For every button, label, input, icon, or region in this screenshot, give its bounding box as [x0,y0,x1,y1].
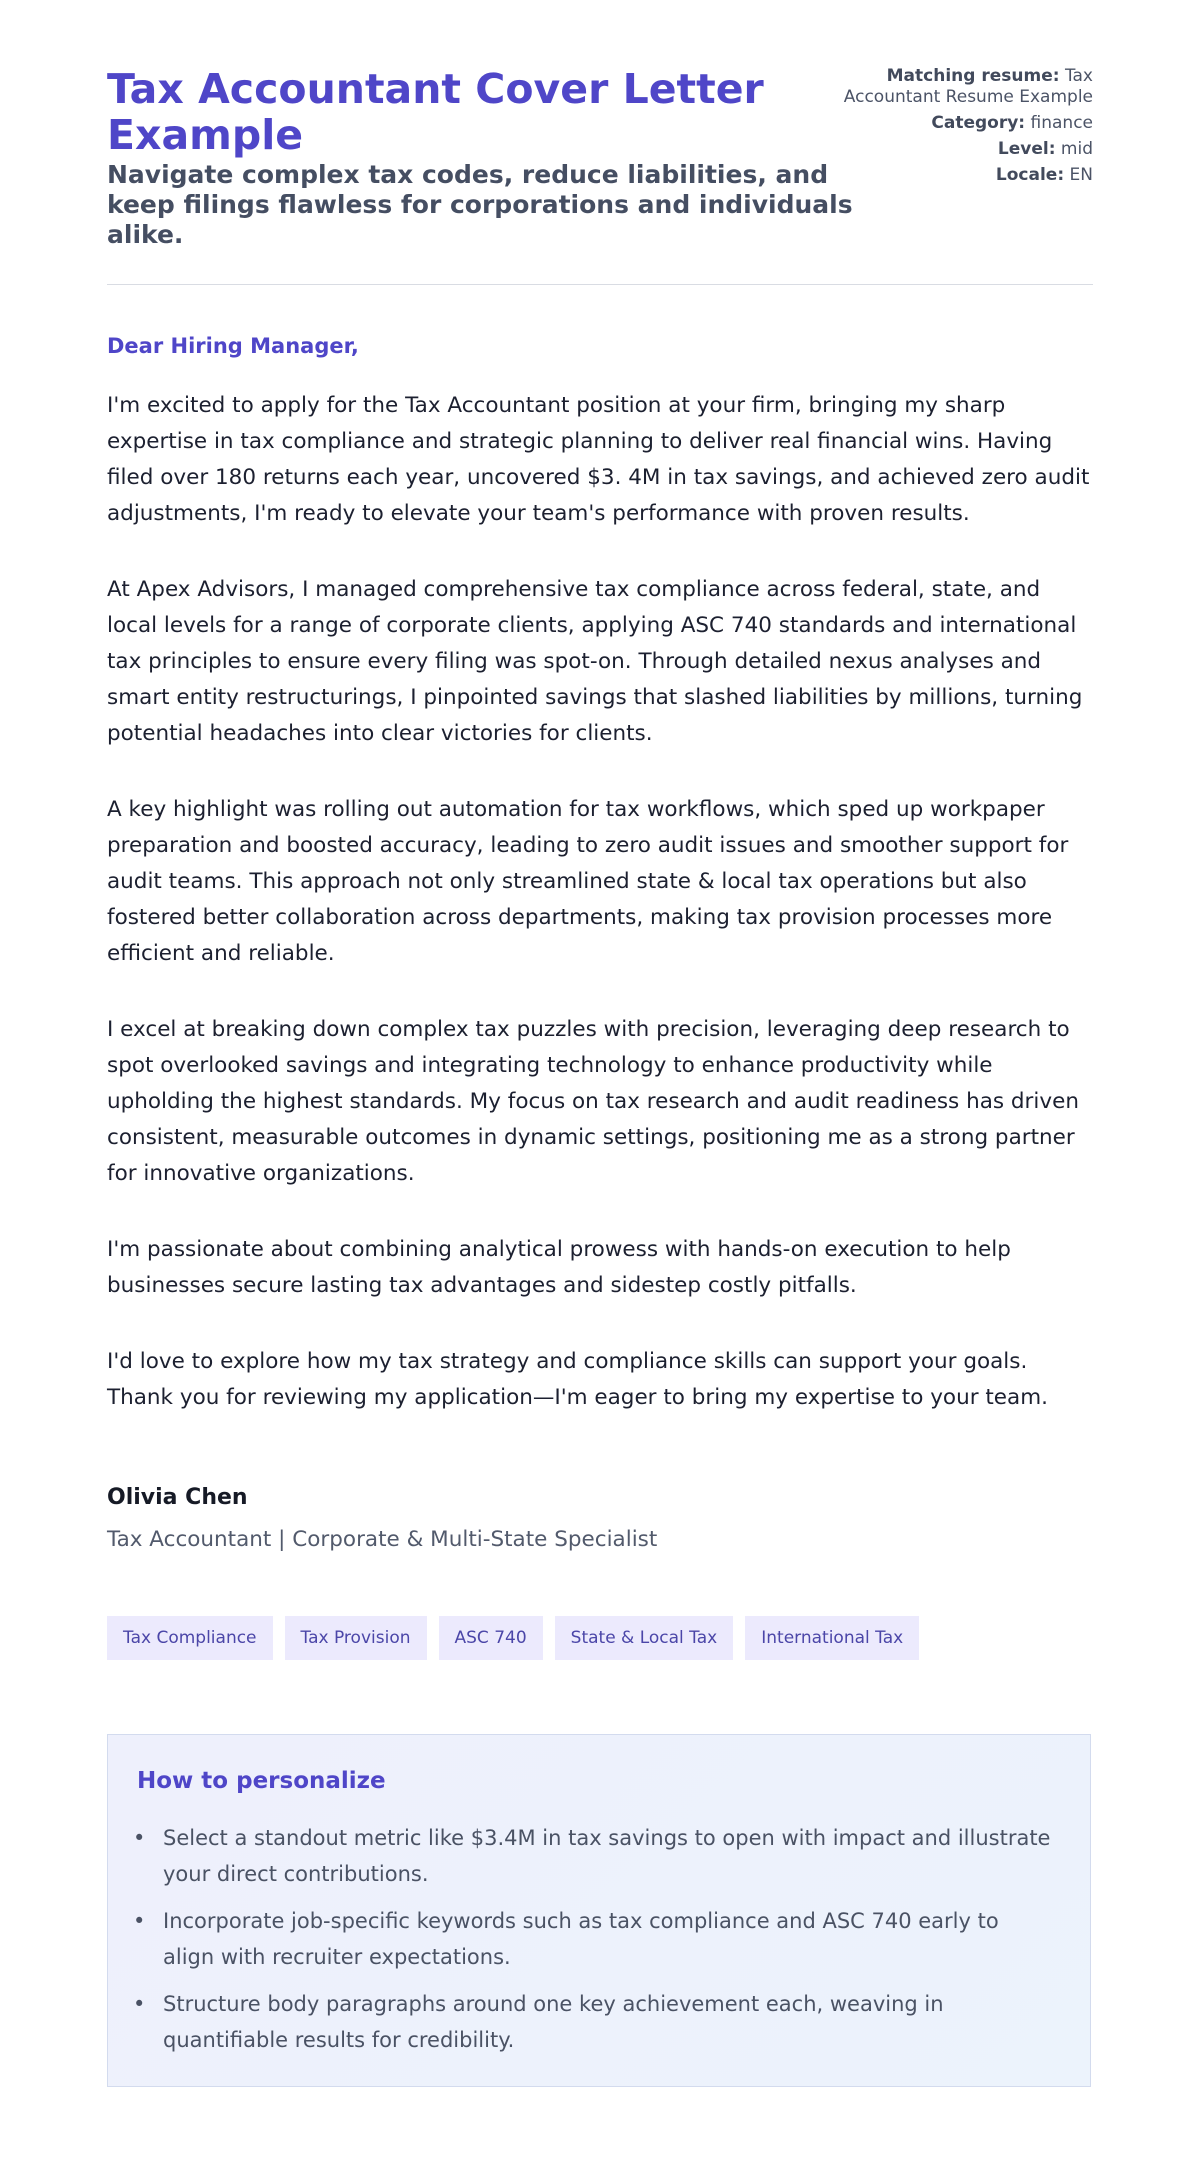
tip-text: Incorporate job-specific keywords such as tax compliance and ASC 740 early to align with recruiter expectations. [163,1909,999,1969]
page-subtitle: Navigate complex tax codes, reduce liabilities, and keep filings flawless for corporations and individuals alike. [107,160,853,249]
tip-item [133,1903,1053,1975]
meta-category-value: finance [1030,113,1093,133]
meta-matching-resume [843,66,1093,108]
tips-title: How to personalize [137,1768,386,1794]
personalize-tips-box [107,1734,1091,2087]
meta-matching-resume-value: Tax Accountant Resume Example [843,66,1093,107]
skill-tag: State & Local Tax [555,1616,734,1660]
meta-level-label: Level: [997,139,1056,159]
letter-paragraph: A key highlight was rolling out automation for tax workflows, which sped up workpaper preparation and boosted accuracy, leading to zero audit issues and smoother support for audit teams. This approach not only streamlined state & local tax operations but also fostered better collaboration across departments, making tax provision processes more efficient and reliable. [107,797,1069,966]
meta-category [843,113,1093,134]
meta-level-value: mid [1060,139,1093,159]
signer-title: Tax Accountant | Corporate & Multi-State Specialist [107,1527,658,1552]
bullet-icon: • [133,1909,146,1933]
tips-list [133,1820,1053,2069]
meta-locale [843,165,1093,186]
meta-level [843,139,1093,160]
skill-tags [107,1616,919,1660]
signer-name: Olivia Chen [107,1485,248,1510]
skill-tag: Tax Compliance [107,1616,273,1660]
meta-category-label: Category: [931,113,1026,133]
letter-paragraph: I excel at breaking down complex tax puzzles with precision, leveraging deep research to spot overlooked savings and integrating technology to enhance productivity while upholding the highest standards. My focus on tax research and audit readiness has driven consistent, measurable outcomes in dynamic settings, positioning me as a strong partner for innovative organizations. [107,1017,1079,1186]
page-header [107,66,1093,250]
meta-panel [843,66,1093,191]
bullet-icon: • [133,1826,146,1850]
meta-locale-label: Locale: [995,165,1065,185]
header-divider [107,284,1093,285]
letter-paragraph: At Apex Advisors, I managed comprehensive tax compliance across federal, state, and local levels for a range of corporate clients, applying ASC 740 standards and international tax principles to ensure every filing was spot-on. Through detailed nexus analyses and smart entity restructurings, I pinpointed savings that slashed liabilities by millions, turning potential headaches into clear victories for clients. [107,577,1083,746]
tip-item [133,1986,1053,2058]
letter-paragraph: I'd love to explore how my tax strategy and compliance skills can support your goals. Thank you for reviewing my application—I'm eager to bring my expertise to your team. [107,1349,1048,1410]
skill-tag: International Tax [745,1616,919,1660]
letter-paragraph: I'm excited to apply for the Tax Accountant position at your firm, bringing my sharp expertise in tax compliance and strategic planning to deliver real financial wins. Having filed over 180 returns each year, uncovered $3. 4M in tax savings, and achieved zero audit adjustments, I'm ready to elevate your team's performance with proven results. [107,393,1090,526]
page-title: Tax Accountant Cover Letter Example [107,65,764,159]
skill-tag: ASC 740 [439,1616,543,1660]
meta-locale-value: EN [1069,165,1093,185]
signature-block [107,1484,657,1554]
letter-body [107,388,1097,1456]
tip-item [133,1820,1053,1892]
meta-matching-resume-label: Matching resume: [886,66,1060,86]
tip-text: Structure body paragraphs around one key achievement each, weaving in quantifiable results for credibility. [163,1992,944,2052]
skill-tag: Tax Provision [285,1616,427,1660]
letter-paragraph: I'm passionate about combining analytical prowess with hands-on execution to help businesses secure lasting tax advantages and sidestep costly pitfalls. [107,1237,1011,1298]
bullet-icon: • [133,1992,146,2016]
tip-text: Select a standout metric like $3.4M in tax savings to open with impact and illustrate your direct contributions. [163,1826,1051,1886]
letter-salutation: Dear Hiring Manager, [107,334,359,358]
